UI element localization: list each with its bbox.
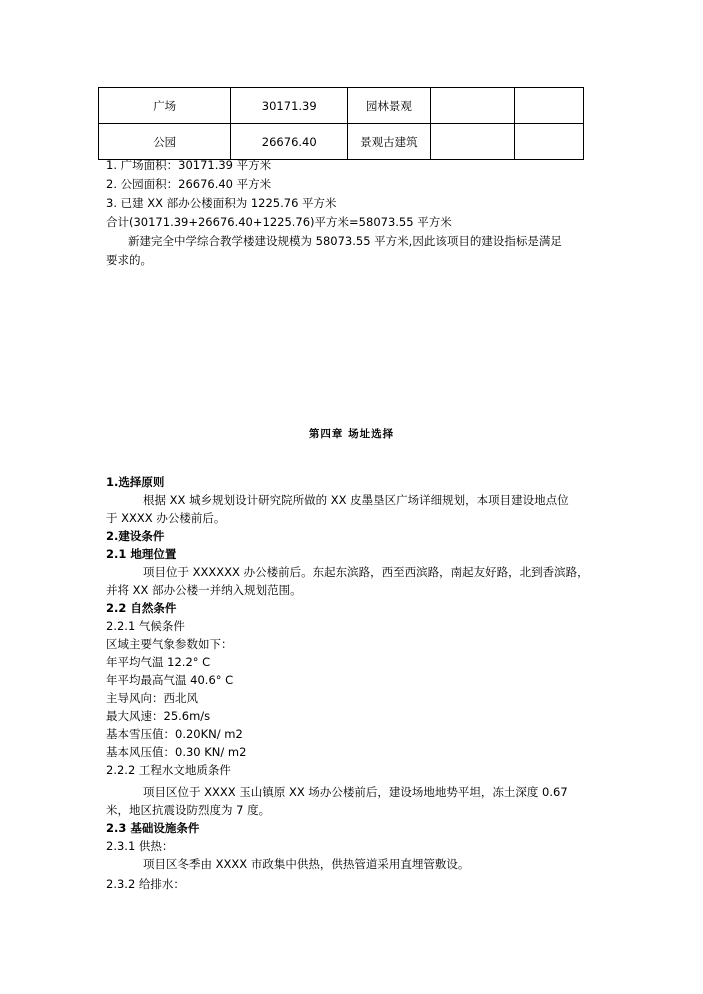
table-cell: 景观古建筑 xyxy=(348,124,431,160)
area-line: 1. 广场面积：30171.39 平方米 xyxy=(106,158,272,172)
paragraph-line: 并将 XX 部办公楼一并纳入规划范围。 xyxy=(106,583,302,597)
table-cell: 园林景观 xyxy=(348,88,431,124)
table-row xyxy=(99,88,584,124)
climate-line: 基本风压值：0.30 KN/ m2 xyxy=(106,745,247,759)
subsection-heading: 2.2 自然条件 xyxy=(106,601,177,615)
subsection-heading: 2.3 基础设施条件 xyxy=(106,821,200,835)
subsubsection-heading: 2.2.1 气候条件 xyxy=(106,619,185,633)
climate-line: 最大风速：25.6m/s xyxy=(106,709,211,723)
paragraph-line: 项目区位于 XXXX 玉山镇原 XX 场办公楼前后，建设场地地势平坦，冻土深度 0.67 xyxy=(143,785,568,799)
subsubsection-heading: 2.2.2 工程水文地质条件 xyxy=(106,763,231,777)
section-heading: 1.选择原则 xyxy=(106,475,165,489)
paragraph-line: 米，地区抗震设防烈度为 7 度。 xyxy=(106,803,271,817)
conclusion-text: 新建完全中学综合教学楼建设规模为 58073.55 平方米,因此该项目的建设指标是满足 xyxy=(128,234,562,248)
paragraph-line: 根据 XX 城乡规划设计研究院所做的 XX 皮墨垦区广场详细规划，本项目建设地点位 xyxy=(143,493,569,507)
subsubsection-heading: 2.3.1 供热： xyxy=(106,839,174,853)
table-cell xyxy=(430,124,515,160)
climate-line: 年平均最高气温 40.6° C xyxy=(106,673,234,687)
land-use-table xyxy=(98,87,584,160)
table-cell: 30171.39 xyxy=(231,88,348,124)
table-row xyxy=(99,124,584,160)
table-cell: 26676.40 xyxy=(231,124,348,160)
paragraph-line: 项目区冬季由 XXXX 市政集中供热，供热管道采用直埋管敷设。 xyxy=(143,857,470,871)
conclusion-text: 要求的。 xyxy=(106,253,152,267)
paragraph-line: 项目位于 XXXXXX 办公楼前后。东起东滨路，西至西滨路，南起友好路，北到香滨路， xyxy=(143,565,589,579)
table-cell xyxy=(515,88,584,124)
table-cell: 公园 xyxy=(99,124,231,160)
paragraph-line: 于 XXXX 办公楼前后。 xyxy=(106,511,226,525)
section-heading: 2.建设条件 xyxy=(106,529,165,543)
subsubsection-heading: 2.3.2 给排水： xyxy=(106,877,185,891)
area-line: 2. 公园面积：26676.40 平方米 xyxy=(106,177,272,191)
climate-line: 区域主要气象参数如下： xyxy=(106,637,233,651)
table-cell xyxy=(515,124,584,160)
table-cell: 广场 xyxy=(99,88,231,124)
area-total-line: 合计(30171.39+26676.40+1225.76)平方米=58073.55 平方米 xyxy=(106,215,452,229)
table-cell xyxy=(430,88,515,124)
chapter-title: 第四章 场址选择 xyxy=(308,428,395,440)
subsection-heading: 2.1 地理位置 xyxy=(106,547,177,561)
climate-line: 主导风向：西北风 xyxy=(106,691,198,705)
climate-line: 基本雪压值：0.20KN/ m2 xyxy=(106,727,243,741)
climate-line: 年平均气温 12.2° C xyxy=(106,655,211,669)
area-line: 3. 已建 XX 部办公楼面积为 1225.76 平方米 xyxy=(106,196,337,210)
